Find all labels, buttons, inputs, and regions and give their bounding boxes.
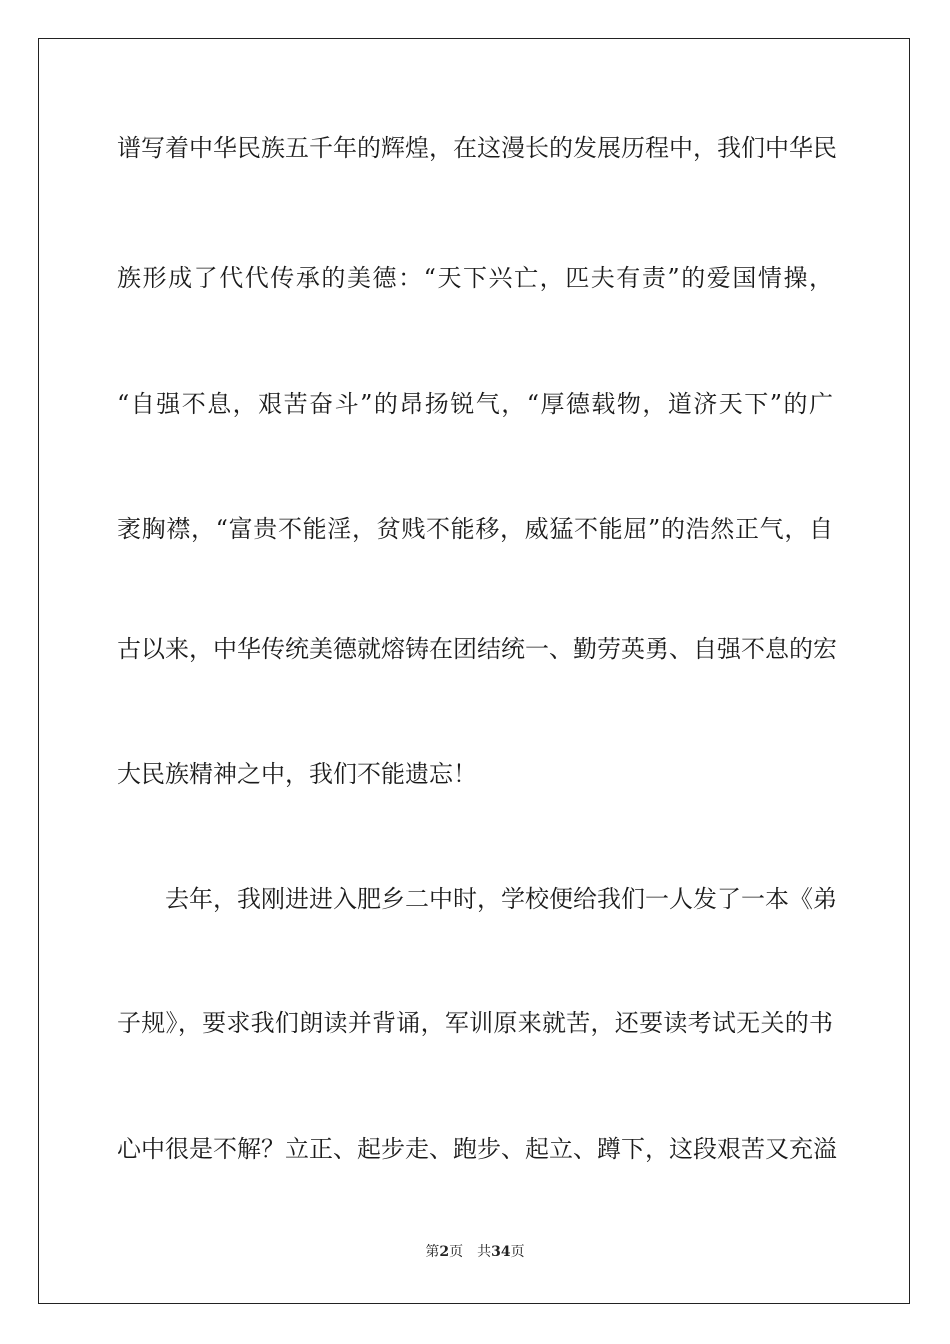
page-number: 2 (439, 1244, 450, 1260)
total-suffix: 页 (510, 1244, 525, 1260)
page-border (38, 38, 910, 1304)
body-text-line-6: 大民族精神之中，我们不能遗忘！ (117, 760, 477, 788)
body-text-line-3: “自强不息，艰苦奋斗”的昂扬锐气，“厚德载物，道济天下”的广 (117, 390, 833, 418)
total-pages: 34 (491, 1244, 511, 1260)
body-text-line-8: 子规》，要求我们朗读并背诵，军训原来就苦，还要读考试无关的书 (117, 1009, 833, 1037)
page-suffix: 页 (449, 1244, 464, 1260)
body-text-line-9: 心中很是不解？立正、起步走、跑步、起立、蹲下，这段艰苦又充溢 (117, 1135, 837, 1163)
total-prefix: 共 (477, 1244, 492, 1260)
paragraph-start-line: 去年，我刚进进入肥乡二中时，学校便给我们一人发了一本《弟 (165, 885, 837, 913)
body-text-line-2: 族形成了代代传承的美德：“天下兴亡，匹夫有责”的爱国情操， (117, 264, 833, 292)
page-prefix: 第 (425, 1244, 440, 1260)
body-text-line-1: 谱写着中华民族五千年的辉煌，在这漫长的发展历程中，我们中华民 (117, 134, 837, 162)
body-text-line-5: 古以来，中华传统美德就熔铸在团结统一、勤劳英勇、自强不息的宏 (117, 635, 837, 663)
body-text-line-4: 袤胸襟，“富贵不能淫，贫贱不能移，威猛不能屈”的浩然正气，自 (117, 515, 833, 543)
page-footer (0, 1243, 950, 1261)
